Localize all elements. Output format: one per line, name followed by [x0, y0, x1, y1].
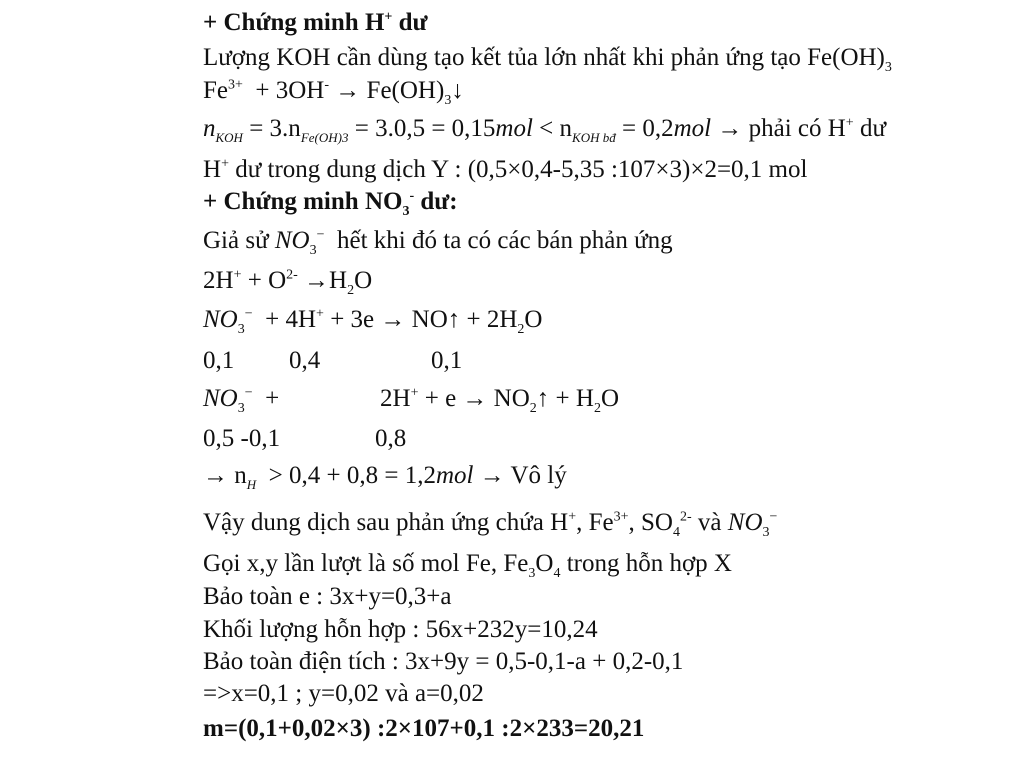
equation-koh-calc: $n_{KOH} = 3.n_{Fe(OH)3} = 3.0,5 = 0,15mol < n_{KOH bđ} = 0,2mol$ → phải có H+ dư — [203, 115, 887, 145]
equation-fe-oh: $Fe^{3+} + 3OH^-$ → $Fe(OH)_3↓$ — [203, 77, 464, 108]
values-row-1 — [203, 346, 603, 376]
text-assume-no3: Giả sử $NO_3^-$ hết khi đó ta có các bán phản ứng — [203, 227, 673, 258]
text-h-excess-calc: H+ dư trong dung dịch Y : (0,5×0,4-5,35 :107×3)×2=0,1 mol — [203, 156, 808, 183]
value-cell: 0,8 — [375, 425, 407, 452]
text-final-mass: m=(0,1+0,02×3) :2×107+0,1 :2×233=20,21 — [203, 715, 645, 742]
equation-no3-no: $NO_3^- + 4H^+ + 3e$ → NO↑ + $2H_2O$ — [203, 306, 543, 337]
value-cell: 0,4 — [289, 347, 321, 374]
values-row-2 — [203, 424, 603, 454]
heading-prove-no3-excess: + Chứng minh $NO_3^-$ dư: — [203, 188, 458, 219]
value-cell: 0,1 — [203, 347, 235, 374]
equation-no3-no2: $NO_3^-$ + $2H^+ + e \to NO_2↑ + H_2O$ — [203, 385, 619, 416]
heading-prove-h-excess: + Chứng minh H+ dư — [203, 9, 428, 36]
text-electron-balance: Bảo toàn e : 3x+y=0,3+a — [203, 583, 452, 610]
text-solution-xya: =>x=0,1 ; y=0,02 và a=0,02 — [203, 680, 484, 707]
text-charge-balance: Bảo toàn điện tích : 3x+9y = 0,5-0,1-a + 0,2-0,1 — [203, 648, 684, 675]
value-cell: 0,1 — [431, 347, 463, 374]
text-solution-contains: Vậy dung dịch sau phản ứng chứa H+, $Fe^{3+}$, $SO_4^{2-}$ và $NO_3^-$ — [203, 509, 778, 540]
equation-h-o: $2H^+ + O^{2-} \to H_2O$ — [203, 267, 373, 298]
value-cell: 0,5 -0,1 — [203, 425, 281, 452]
text-koh-amount: Lượng KOH cần dùng tạo kết tủa lớn nhất khi phản ứng tạo $Fe(OH)_3$ — [203, 44, 892, 75]
text-mass-mixture: Khối lượng hỗn hợp : 56x+232y=10,24 — [203, 616, 598, 643]
text-let-xy: Gọi x,y lần lượt là số mol Fe, $Fe_3O_4$ trong hỗn hợp X — [203, 550, 732, 581]
equation-contradiction: → $n_H > 0,4 + 0,8 = 1,2mol$ → Vô lý — [203, 462, 567, 492]
